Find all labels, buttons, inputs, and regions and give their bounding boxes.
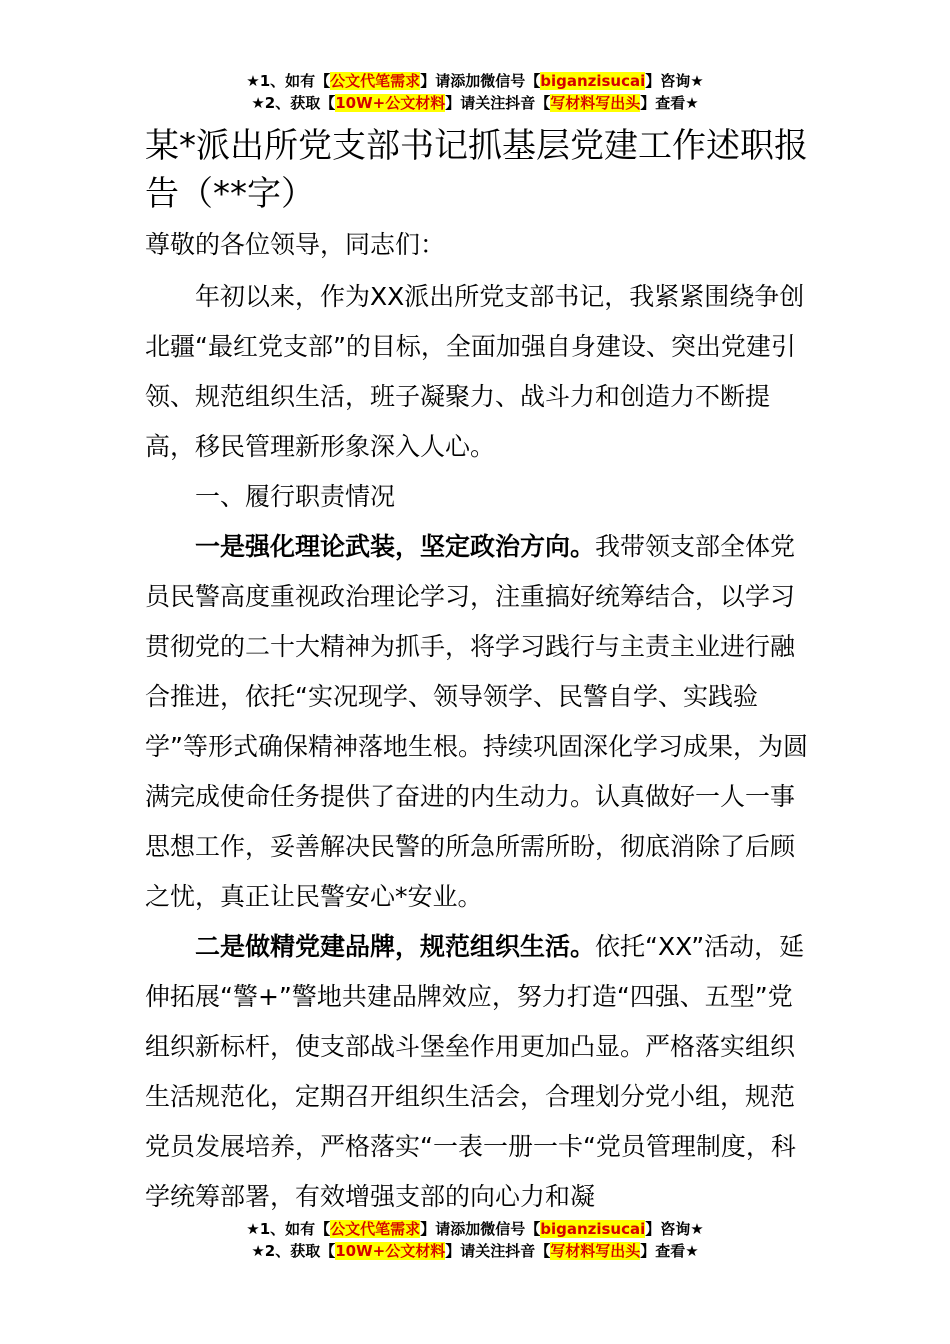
paragraph-1-text: 我带领支部全体党员民警高度重视政治理论学习，注重搞好统筹结合，以学习贯彻党的二十大精神为抓手，将学习践行与主责主业进行融合推进，依托“实况现学、领导领学、民警自学、实践验学”等形式确保精神落地生根。持续巩固深化学习成果，为圆满完成使命任务提供了奋进的内生动力。认真做好一人一事思想工作，妥善解决民警的所急所需所盼，彻底消除了后顾之忧，真正让民警安心*安业。 bbox=[145, 532, 808, 911]
paragraph-2-text: 依托“XX”活动，延伸拓展“警+”警地共建品牌效应，努力打造“四强、五型”党组织新标杆，使支部战斗堡垒作用更加凸显。严格落实组织生活规范化，定期召开组织生活会，合理划分党小组，规范党员发展培养，严格落实“一表一册一卡“党员管理制度，科学统筹部署，有效增强支部的向心力和凝 bbox=[145, 932, 805, 1211]
banner-text: 】咨询★ bbox=[645, 1220, 704, 1238]
banner-text: ★1、如有【 bbox=[246, 72, 331, 90]
banner-highlight: 公文代笔需求 bbox=[330, 1220, 421, 1238]
bottom-banner bbox=[0, 1218, 950, 1262]
top-banner bbox=[0, 70, 950, 114]
banner-text: 】请添加微信号【 bbox=[420, 1220, 541, 1238]
banner-text: 】查看★ bbox=[640, 94, 699, 112]
banner-text: 】查看★ bbox=[640, 1242, 699, 1260]
banner-highlight: biganzisucai bbox=[540, 72, 646, 90]
intro-paragraph: 年初以来，作为XX派出所党支部书记，我紧紧围绕争创北疆“最红党支部”的目标，全面加强自身建设、突出党建引领、规范组织生活，班子凝聚力、战斗力和创造力不断提高，移民管理新形象深入人心。 bbox=[145, 282, 805, 461]
banner-text: 】请关注抖音【 bbox=[445, 94, 551, 112]
document-title: 某*派出所党支部书记抓基层党建工作述职报告（**字） bbox=[145, 126, 808, 214]
banner-line-2 bbox=[0, 92, 950, 114]
banner-highlight: 10W+公文材料 bbox=[335, 1242, 446, 1260]
banner-line-1 bbox=[0, 1218, 950, 1240]
banner-line-1 bbox=[0, 70, 950, 92]
paragraph-2-lead: 二是做精党建品牌，规范组织生活。 bbox=[195, 932, 596, 961]
banner-line-2 bbox=[0, 1240, 950, 1262]
banner-text: 】请添加微信号【 bbox=[420, 72, 541, 90]
paragraph-1 bbox=[145, 522, 810, 922]
banner-text: ★2、获取【 bbox=[251, 94, 336, 112]
banner-highlight: 写材料写出头 bbox=[550, 1242, 641, 1260]
paragraph-1-lead: 一是强化理论武装，坚定政治方向。 bbox=[195, 532, 596, 561]
banner-text: ★1、如有【 bbox=[246, 1220, 331, 1238]
section-heading: 一、履行职责情况 bbox=[195, 482, 396, 511]
banner-text: 】请关注抖音【 bbox=[445, 1242, 551, 1260]
banner-text: ★2、获取【 bbox=[251, 1242, 336, 1260]
document-body bbox=[145, 272, 810, 1222]
banner-highlight: 写材料写出头 bbox=[550, 94, 641, 112]
paragraph-2 bbox=[145, 922, 810, 1222]
banner-highlight: 10W+公文材料 bbox=[335, 94, 446, 112]
banner-text: 】咨询★ bbox=[645, 72, 704, 90]
banner-highlight: biganzisucai bbox=[540, 1220, 646, 1238]
salutation: 尊敬的各位领导，同志们： bbox=[145, 230, 446, 259]
banner-highlight: 公文代笔需求 bbox=[330, 72, 421, 90]
